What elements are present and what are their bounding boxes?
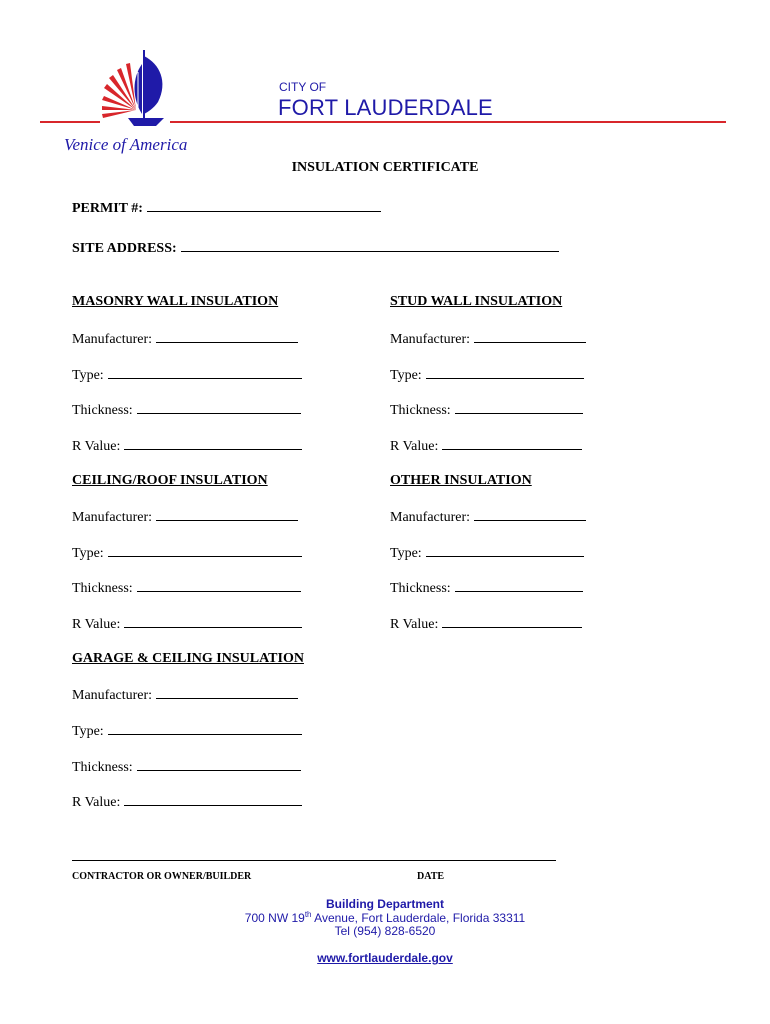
city-logo	[40, 42, 230, 162]
website-link[interactable]: www.fortlauderdale.gov	[317, 951, 453, 965]
department-address: 700 NW 19th Avenue, Fort Lauderdale, Florida 33311	[244, 910, 526, 925]
slogan-text: Venice of America	[64, 135, 188, 154]
site-address-field[interactable]	[72, 239, 559, 257]
field-label: R Value:	[390, 439, 439, 454]
other-thickness[interactable]	[390, 579, 583, 597]
field-label: R Value:	[72, 439, 121, 454]
header-divider	[228, 121, 726, 123]
field-label: Manufacturer:	[390, 510, 471, 525]
stud-thickness[interactable]	[390, 401, 583, 419]
input-line[interactable]	[442, 437, 582, 450]
field-label: Manufacturer:	[72, 688, 153, 703]
field-label: Type:	[72, 368, 104, 383]
input-line[interactable]	[137, 579, 301, 592]
date-label: DATE	[417, 871, 445, 882]
masonry-heading: MASONRY WALL INSULATION	[72, 294, 279, 309]
permit-field[interactable]	[72, 199, 381, 217]
site-address-line[interactable]	[181, 239, 559, 252]
garage-heading: GARAGE & CEILING INSULATION	[72, 651, 304, 666]
field-label: Type:	[390, 368, 422, 383]
field-label: Thickness:	[390, 581, 451, 596]
input-line[interactable]	[426, 366, 584, 379]
input-line[interactable]	[124, 437, 302, 450]
input-line[interactable]	[137, 401, 301, 414]
field-label: Manufacturer:	[72, 510, 153, 525]
input-line[interactable]	[474, 508, 586, 521]
city-name: FORT LAUDERDALE	[278, 95, 493, 120]
other-r-value[interactable]	[390, 615, 582, 633]
input-line[interactable]	[124, 793, 302, 806]
masonry-type[interactable]	[72, 366, 302, 384]
field-label: Type:	[72, 724, 104, 739]
page-title: INSULATION CERTIFICATE	[291, 160, 479, 175]
field-label: Thickness:	[72, 760, 133, 775]
other-manufacturer[interactable]	[390, 508, 586, 526]
permit-label: PERMIT #:	[72, 201, 143, 216]
input-line[interactable]	[108, 366, 302, 379]
garage-manufacturer[interactable]	[72, 686, 298, 704]
ceiling-r-value[interactable]	[72, 615, 302, 633]
field-label: Type:	[390, 546, 422, 561]
field-label: R Value:	[72, 617, 121, 632]
stud-type[interactable]	[390, 366, 584, 384]
input-line[interactable]	[426, 544, 584, 557]
garage-r-value[interactable]	[72, 793, 302, 811]
contractor-label: CONTRACTOR OR OWNER/BUILDER	[72, 871, 252, 882]
permit-line[interactable]	[147, 199, 381, 212]
ceiling-manufacturer[interactable]	[72, 508, 298, 526]
input-line[interactable]	[137, 758, 301, 771]
input-line[interactable]	[455, 579, 583, 592]
ceiling-thickness[interactable]	[72, 579, 301, 597]
other-type[interactable]	[390, 544, 584, 562]
input-line[interactable]	[156, 508, 298, 521]
department-name: Building Department	[325, 897, 444, 911]
field-label: Manufacturer:	[390, 332, 471, 347]
ceiling-roof-heading: CEILING/ROOF INSULATION	[72, 473, 268, 488]
field-label: Thickness:	[390, 403, 451, 418]
field-label: Thickness:	[72, 581, 133, 596]
input-line[interactable]	[156, 686, 298, 699]
site-address-label: SITE ADDRESS:	[72, 241, 177, 256]
department-phone: Tel (954) 828-6520	[334, 924, 436, 938]
stud-heading: STUD WALL INSULATION	[390, 294, 563, 309]
stud-manufacturer[interactable]	[390, 330, 586, 348]
field-label: Thickness:	[72, 403, 133, 418]
signature-line[interactable]	[72, 860, 556, 861]
ceiling-type[interactable]	[72, 544, 302, 562]
input-line[interactable]	[124, 615, 302, 628]
sailboat-icon	[128, 50, 164, 126]
input-line[interactable]	[156, 330, 298, 343]
sunburst-icon	[102, 63, 136, 118]
masonry-r-value[interactable]	[72, 437, 302, 455]
field-label: R Value:	[72, 795, 121, 810]
masonry-manufacturer[interactable]	[72, 330, 298, 348]
field-label: Type:	[72, 546, 104, 561]
input-line[interactable]	[474, 330, 586, 343]
input-line[interactable]	[455, 401, 583, 414]
city-of-label: CITY OF	[279, 80, 327, 94]
field-label: R Value:	[390, 617, 439, 632]
other-heading: OTHER INSULATION	[390, 473, 532, 488]
masonry-thickness[interactable]	[72, 401, 301, 419]
website-link-wrap	[0, 951, 770, 965]
garage-type[interactable]	[72, 722, 302, 740]
garage-thickness[interactable]	[72, 758, 301, 776]
stud-r-value[interactable]	[390, 437, 582, 455]
input-line[interactable]	[442, 615, 582, 628]
input-line[interactable]	[108, 722, 302, 735]
input-line[interactable]	[108, 544, 302, 557]
field-label: Manufacturer:	[72, 332, 153, 347]
